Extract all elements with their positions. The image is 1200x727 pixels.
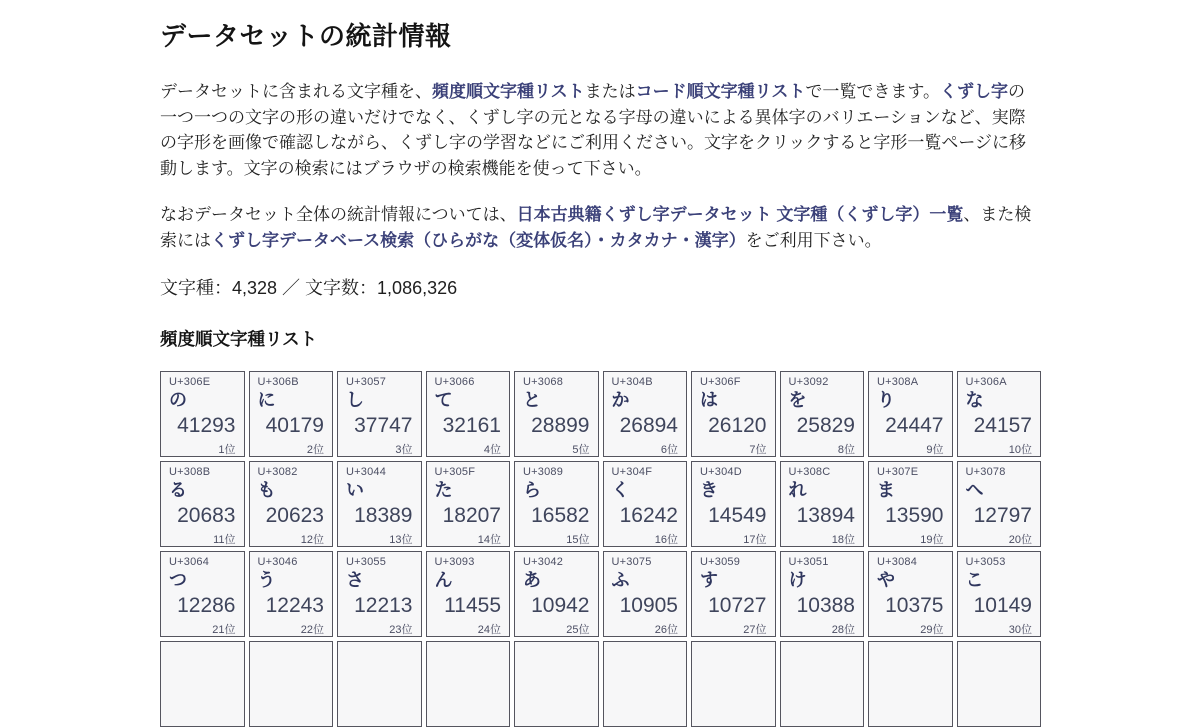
char-cell-partial [957, 641, 1042, 727]
char-link[interactable]: す [700, 570, 718, 590]
char-rank: 8位 [837, 443, 855, 456]
char-count: 20683 [177, 504, 236, 528]
char-link[interactable]: さ [346, 570, 364, 590]
char-cell [249, 461, 334, 547]
char-link[interactable]: な [965, 390, 984, 410]
char-count: 12286 [177, 594, 236, 618]
intro-paragraph [160, 79, 1041, 181]
char-count: 13590 [885, 504, 944, 528]
char-rank: 10位 [1008, 443, 1032, 456]
char-rank: 2位 [306, 443, 324, 456]
char-rank: 6位 [660, 443, 678, 456]
char-cell [514, 551, 599, 637]
char-cell-partial [426, 641, 511, 727]
char-cell-partial [249, 641, 334, 727]
char-cell-partial [868, 641, 953, 727]
char-link[interactable]: り [877, 390, 895, 410]
char-cell [337, 551, 422, 637]
char-link[interactable]: へ [965, 480, 984, 500]
char-cell [426, 551, 511, 637]
char-link[interactable]: こ [965, 570, 984, 590]
char-count: 10375 [885, 594, 944, 618]
char-count: 10905 [619, 594, 678, 618]
char-rank: 18位 [831, 533, 855, 546]
char-link[interactable]: ん [434, 570, 453, 590]
char-cell [603, 461, 688, 547]
codepoint-label: U+3053 [965, 556, 1006, 568]
char-count: 24447 [885, 414, 944, 438]
char-link[interactable]: く [611, 480, 630, 500]
codepoint-label: U+306F [700, 376, 741, 388]
codepoint-label: U+304B [611, 376, 653, 388]
char-cell [780, 371, 865, 457]
codepoint-label: U+306A [965, 376, 1007, 388]
char-rank: 1位 [218, 443, 236, 456]
char-cell [514, 461, 599, 547]
char-rank: 15位 [566, 533, 590, 546]
char-rank: 29位 [920, 623, 944, 636]
char-cell [337, 371, 422, 457]
codepoint-label: U+3057 [346, 376, 387, 388]
inline-link[interactable]: 日本古典籍くずし字データセット 文字種（くずし字）一覧 [516, 205, 964, 224]
char-count: 12243 [265, 594, 324, 618]
char-cell [603, 551, 688, 637]
inline-link[interactable]: くずし字データベース検索（ひらがな（変体仮名）・カタカナ・漢字） [211, 230, 746, 250]
char-cell [691, 371, 776, 457]
char-rank: 26位 [654, 623, 678, 636]
char-link[interactable]: た [434, 480, 453, 500]
char-rank: 12位 [300, 533, 324, 546]
char-cell [868, 371, 953, 457]
char-rank: 11位 [213, 533, 236, 546]
char-cell [868, 551, 953, 637]
char-cell [957, 461, 1042, 547]
char-count: 12213 [354, 594, 413, 618]
char-cell-partial [691, 641, 776, 727]
inline-link[interactable]: コード順文字種リスト [635, 82, 806, 101]
paragraph-text: 、また検索には [160, 205, 1032, 250]
char-rank: 23位 [389, 623, 413, 636]
char-cell [426, 461, 511, 547]
char-count: 24157 [973, 414, 1032, 438]
char-cell-partial [160, 641, 245, 727]
char-count: 18207 [442, 504, 501, 528]
char-link[interactable]: る [169, 480, 187, 500]
char-link[interactable]: れ [788, 480, 807, 500]
codepoint-label: U+3044 [346, 466, 387, 478]
char-rank: 17位 [743, 533, 767, 546]
char-count: 40179 [265, 414, 324, 438]
inline-link[interactable]: くずし字 [939, 82, 1008, 101]
char-link[interactable]: け [788, 570, 807, 590]
char-cell [160, 551, 245, 637]
char-count: 20623 [265, 504, 324, 528]
char-rank: 7位 [749, 443, 767, 456]
char-rank: 3位 [395, 443, 413, 456]
char-link[interactable]: あ [523, 570, 541, 590]
char-count: 10727 [708, 594, 767, 618]
char-count: 28899 [531, 414, 590, 438]
codepoint-label: U+3046 [257, 556, 298, 568]
char-link[interactable]: て [434, 390, 453, 410]
char-rank: 20位 [1008, 533, 1032, 546]
codepoint-label: U+3089 [523, 466, 564, 478]
paragraph-text: データセットに含まれる文字種を、 [160, 82, 432, 101]
char-link[interactable]: の [169, 390, 187, 410]
char-cell [337, 461, 422, 547]
char-link[interactable]: き [700, 480, 718, 500]
char-cell [160, 371, 245, 457]
char-rank: 13位 [389, 533, 413, 546]
char-rank: 25位 [566, 623, 590, 636]
codepoint-label: U+3084 [877, 556, 918, 568]
char-count: 41293 [177, 414, 236, 438]
char-link[interactable]: ま [877, 480, 895, 500]
codepoint-label: U+304D [700, 466, 742, 478]
page-title: データセットの統計情報 [160, 21, 452, 51]
codepoint-label: U+3051 [788, 556, 829, 568]
codepoint-label: U+306E [169, 376, 211, 388]
paragraph-text: の一つ一つの文字の形の違いだけでなく、くずし字の元となる字母の違いによる異体字のバリエーションなど、実際の字形を画像で確認しながら、くずし字の学習などにご利用ください。文字をクリックすると字形一覧ページに移動します。文字の検索にはブラウザの検索機能を使って下さい。 [160, 82, 1026, 178]
char-link[interactable]: と [523, 390, 541, 410]
codepoint-label: U+3093 [434, 556, 475, 568]
char-rank: 30位 [1008, 623, 1032, 636]
paragraph-text: で一覧できます。 [805, 82, 940, 101]
char-link[interactable]: や [877, 570, 895, 590]
char-link[interactable]: も [257, 480, 276, 500]
codepoint-label: U+3068 [523, 376, 564, 388]
dataset-stats: 文字種：4,328 ／ 文字数：1,086,326 [160, 278, 458, 298]
char-rank: 5位 [572, 443, 590, 456]
char-rank: 21位 [212, 623, 236, 636]
codepoint-label: U+3059 [700, 556, 741, 568]
char-count: 25829 [796, 414, 855, 438]
char-link[interactable]: つ [169, 570, 187, 590]
char-rank: 28位 [831, 623, 855, 636]
paragraph-text: なおデータセット全体の統計情報については、 [160, 205, 517, 224]
char-rank: 24位 [477, 623, 501, 636]
codepoint-label: U+3066 [434, 376, 475, 388]
char-cell [868, 461, 953, 547]
frequency-list-heading: 頻度順文字種リスト [160, 329, 318, 349]
codepoint-label: U+3055 [346, 556, 387, 568]
char-cell [514, 371, 599, 457]
char-count: 16242 [619, 504, 678, 528]
char-cell [780, 551, 865, 637]
char-count: 12797 [973, 504, 1032, 528]
codepoint-label: U+308B [169, 466, 211, 478]
char-rank: 27位 [743, 623, 767, 636]
main-content [160, 16, 1041, 727]
char-cell-partial [337, 641, 422, 727]
char-cell [957, 551, 1042, 637]
char-rank: 16位 [654, 533, 678, 546]
char-count: 10942 [531, 594, 590, 618]
char-cell-partial [514, 641, 599, 727]
char-count: 18389 [354, 504, 413, 528]
char-rank: 19位 [920, 533, 944, 546]
char-cell [691, 551, 776, 637]
inline-link[interactable]: 頻度順文字種リスト [432, 82, 585, 101]
codepoint-label: U+306B [257, 376, 299, 388]
char-link[interactable]: に [257, 390, 276, 410]
char-cell [160, 461, 245, 547]
char-count: 26120 [708, 414, 767, 438]
frequency-grid [160, 371, 1041, 727]
char-cell [249, 371, 334, 457]
char-count: 37747 [354, 414, 413, 438]
char-count: 13894 [796, 504, 855, 528]
codepoint-label: U+308A [877, 376, 919, 388]
char-link[interactable]: は [700, 390, 718, 410]
codepoint-label: U+3075 [611, 556, 652, 568]
char-count: 32161 [442, 414, 501, 438]
char-link[interactable]: か [611, 390, 630, 410]
codepoint-label: U+3042 [523, 556, 564, 568]
paragraph-text: をご利用下さい。 [745, 230, 882, 250]
char-count: 10149 [973, 594, 1032, 618]
char-rank: 22位 [300, 623, 324, 636]
codepoint-label: U+304F [611, 466, 653, 478]
char-rank: 14位 [477, 533, 501, 546]
codepoint-label: U+3092 [788, 376, 829, 388]
char-count: 14549 [708, 504, 767, 528]
char-link[interactable]: う [257, 570, 276, 590]
char-count: 16582 [531, 504, 590, 528]
paragraph-text: または [584, 82, 636, 101]
char-link[interactable]: を [788, 390, 807, 410]
char-rank: 4位 [483, 443, 501, 456]
char-cell [957, 371, 1042, 457]
char-count: 26894 [619, 414, 678, 438]
char-link[interactable]: ふ [611, 570, 630, 590]
char-cell-partial [780, 641, 865, 727]
note-paragraph [160, 202, 1041, 253]
char-cell [603, 371, 688, 457]
char-link[interactable]: し [346, 390, 364, 410]
char-link[interactable]: ら [523, 480, 541, 500]
codepoint-label: U+3082 [257, 466, 298, 478]
char-rank: 9位 [926, 443, 944, 456]
char-cell [249, 551, 334, 637]
codepoint-label: U+3064 [169, 556, 210, 568]
codepoint-label: U+307E [877, 466, 919, 478]
char-cell [780, 461, 865, 547]
char-link[interactable]: い [346, 480, 364, 500]
char-cell-partial [603, 641, 688, 727]
char-cell [691, 461, 776, 547]
codepoint-label: U+308C [788, 466, 831, 478]
char-count: 10388 [796, 594, 855, 618]
codepoint-label: U+305F [434, 466, 476, 478]
codepoint-label: U+3078 [965, 466, 1006, 478]
char-cell [426, 371, 511, 457]
char-count: 11455 [444, 594, 501, 618]
